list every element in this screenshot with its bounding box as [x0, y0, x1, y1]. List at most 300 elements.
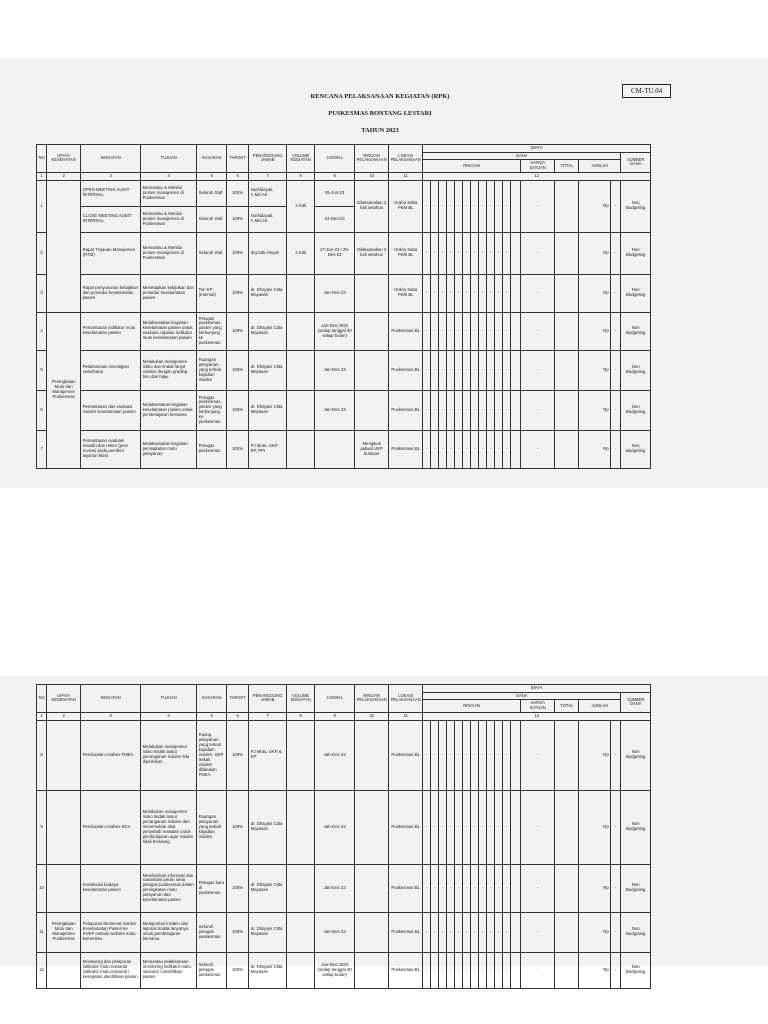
placeholder-dash: - — [495, 952, 503, 988]
currency-label: Rp — [579, 274, 611, 312]
col-number: 3 — [81, 172, 141, 180]
kegiatan-cell: Rapat penyusunan kebijakan dan prosedur keselamatan pasien — [81, 274, 141, 312]
header-jumlah: JUMLAH — [579, 160, 621, 172]
lokasi-cell: Puskesmas BL — [389, 790, 423, 864]
placeholder-dash: - — [479, 350, 487, 390]
placeholder-dash: - — [479, 180, 487, 232]
placeholder-dash: - — [495, 864, 503, 912]
placeholder-dash: - — [463, 912, 471, 952]
placeholder-dash: - — [439, 430, 447, 468]
penanggung-jawab-cell: PJ Mutu, UKP & KP — [249, 720, 287, 790]
placeholder-dash: - — [447, 180, 455, 232]
currency-label: Rp — [579, 232, 611, 274]
document-code: CM-TU.04 — [622, 84, 671, 98]
currency-label: Rp — [579, 790, 611, 864]
jumlah-value: - — [611, 952, 621, 988]
rincian-pelaksanaan-cell: Dilaksanakan 2 kali setahun — [355, 232, 389, 274]
total-value — [555, 274, 579, 312]
placeholder-dash: - — [463, 274, 471, 312]
header-sumber-dana: SUMBER DANA — [621, 692, 651, 712]
placeholder-dash: - — [439, 274, 447, 312]
rpk-table-body-2 — [37, 720, 651, 988]
table-row — [37, 952, 651, 988]
placeholder-dash: - — [495, 790, 503, 864]
placeholder-dash: - — [503, 864, 511, 912]
volume-cell — [287, 350, 315, 390]
placeholder-dash: - — [447, 430, 455, 468]
header-upaya: UPAYA KESEHATAN — [47, 685, 81, 713]
placeholder-dash: - — [439, 232, 447, 274]
volume-cell — [287, 790, 315, 864]
header-harga-satuan: HARGA SATUAN — [521, 160, 555, 172]
col-number: 1 — [37, 172, 47, 180]
sumber-dana-value: Non Budgeting — [621, 864, 651, 912]
harga-satuan-value: - — [521, 312, 555, 350]
placeholder-dash: - — [463, 350, 471, 390]
header-jumlah: JUMLAH — [579, 700, 621, 712]
rincian-pelaksanaan-cell — [355, 390, 389, 430]
lokasi-cell: Graha Saba PKM BL — [389, 274, 423, 312]
placeholder-dash: - — [447, 390, 455, 430]
placeholder-dash: - — [423, 864, 431, 912]
jadwal-cell: Jan-Des 23 — [315, 390, 355, 430]
header-sasaran: SASARAN — [197, 685, 227, 713]
row-number: 2 — [37, 232, 47, 274]
placeholder-dash: - — [439, 312, 447, 350]
placeholder-dash: - — [495, 180, 503, 232]
col-number: 2 — [47, 172, 81, 180]
placeholder-dash: - — [479, 312, 487, 350]
placeholder-dash: - — [423, 312, 431, 350]
rincian-pelaksanaan-cell — [355, 912, 389, 952]
table-row — [37, 180, 651, 206]
sumber-dana-value: Non Budgeting — [621, 790, 651, 864]
empty-cell — [511, 790, 521, 864]
placeholder-dash: - — [479, 232, 487, 274]
jadwal-cell: Jan-Des 23 — [315, 274, 355, 312]
placeholder-dash: - — [431, 790, 439, 864]
sasaran-cell: Petugas puskesmas, pasien yang berkunjung ke puskesmas — [197, 312, 227, 350]
penanggung-jawab-cell: PJ Mutu, UKP, KP, PPI — [249, 430, 287, 468]
sumber-dana-value: Non Budgeting — [621, 390, 651, 430]
upaya-kesehatan: Peningkatan Mutu dan Manajemen Puskesmas — [47, 912, 81, 952]
volume-cell — [287, 864, 315, 912]
header-upaya: UPAYA KESEHATAN — [47, 145, 81, 173]
total-value — [555, 180, 579, 232]
header-volume: VOLUME KEGIATAN — [287, 685, 315, 713]
jumlah-value: - — [611, 180, 621, 232]
placeholder-dash: - — [471, 430, 479, 468]
jumlah-value: - — [611, 430, 621, 468]
lokasi-cell: Puskesmas BL — [389, 350, 423, 390]
sumber-dana-value: Non Budgeting — [621, 312, 651, 350]
header-biaya: BIAYA — [423, 685, 651, 693]
kegiatan-cell: Pemantauan indikator mutu keselamatan pasien — [81, 312, 141, 350]
jadwal-cell: 27-Jun-23 / 25-Des-23 — [315, 232, 355, 274]
col-number: 3 — [81, 712, 141, 720]
sumber-dana-value: Non Budgeting — [621, 912, 651, 952]
upaya-cell — [47, 790, 81, 864]
lokasi-cell: Puskesmas BL — [389, 912, 423, 952]
col-number: 4 — [141, 712, 197, 720]
empty-cell — [511, 952, 521, 988]
placeholder-dash: - — [471, 864, 479, 912]
penanggung-jawab-cell: dr. Dhayani Citta Mayasari — [249, 350, 287, 390]
header-jadwal: JADWAL — [315, 685, 355, 713]
penanggung-jawab-cell: dr. Dhayani Citta Mayasari — [249, 912, 287, 952]
tujuan-cell: Menetapkan kebijakan dan prosedur keselamatan pasien — [141, 274, 197, 312]
empty-cell — [511, 312, 521, 350]
placeholder-dash: - — [471, 232, 479, 274]
total-value — [555, 390, 579, 430]
row-number: 3 — [37, 274, 47, 312]
volume-cell — [287, 720, 315, 790]
placeholder-dash: - — [487, 864, 495, 912]
placeholder-dash: - — [479, 790, 487, 864]
placeholder-dash: - — [487, 430, 495, 468]
placeholder-dash: - — [423, 232, 431, 274]
header-lokasi: LOKASI PELAKSANAAN — [389, 685, 423, 713]
table-row — [37, 720, 651, 790]
header-rincian-pelaksanaan: RINCIAN PELAKSANAAN — [355, 685, 389, 713]
currency-label: Rp — [579, 430, 611, 468]
document-title: RENCANA PELAKSANAAN KEGIATAN (RPK) — [310, 93, 450, 100]
placeholder-dash: - — [503, 312, 511, 350]
total-value — [555, 350, 579, 390]
tujuan-cell: Melaporkan insiden dan laporan tindak lanjutnya untuk pembelajaran bersama — [141, 912, 197, 952]
placeholder-dash: - — [479, 912, 487, 952]
jadwal-cell: Jan-Des 23 — [315, 912, 355, 952]
sasaran-cell: Ruang pelayanan yang terkait kejadian insiden, SDP terkait insiden dilakukan FMEA — [197, 720, 227, 790]
column-number-row — [37, 712, 651, 720]
row-number: 10 — [37, 864, 47, 912]
placeholder-dash: - — [423, 790, 431, 864]
header-pj: PENANGGUNG JAWAB — [249, 685, 287, 713]
placeholder-dash: - — [431, 312, 439, 350]
total-value — [555, 430, 579, 468]
placeholder-dash: - — [431, 350, 439, 390]
currency-label: Rp — [579, 720, 611, 790]
placeholder-dash: - — [423, 430, 431, 468]
col-number: 7 — [249, 172, 287, 180]
placeholder-dash: - — [471, 720, 479, 790]
header-total: TOTAL — [555, 700, 579, 712]
placeholder-dash: - — [487, 790, 495, 864]
kegiatan-cell: Pembuatan Analisis RCA — [81, 790, 141, 864]
kegiatan-cell: Rapat Tinjauan Manajemen (RTM) — [81, 232, 141, 274]
sumber-dana-value: Non Budgeting — [621, 180, 651, 232]
placeholder-dash: - — [479, 720, 487, 790]
table-row — [37, 912, 651, 952]
placeholder-dash: - — [471, 180, 479, 232]
sasaran-cell: Seluruh Staf — [197, 180, 227, 206]
placeholder-dash: - — [439, 790, 447, 864]
placeholder-dash: - — [487, 232, 495, 274]
placeholder-dash: - — [479, 430, 487, 468]
volume-cell — [287, 390, 315, 430]
col-number: 4 — [141, 172, 197, 180]
document-page-1 — [0, 58, 768, 488]
tujuan-cell: Melaksanakan kegiatan peningkatan mutu pelayanan — [141, 430, 197, 468]
table-row — [37, 312, 651, 350]
placeholder-dash: - — [463, 232, 471, 274]
placeholder-dash: - — [503, 952, 511, 988]
placeholder-dash: - — [463, 180, 471, 232]
sumber-dana-value: Non Budgeting — [621, 274, 651, 312]
placeholder-dash: - — [431, 720, 439, 790]
placeholder-dash: - — [431, 232, 439, 274]
table-row — [37, 790, 651, 864]
currency-label: Rp — [579, 390, 611, 430]
placeholder-dash: - — [495, 232, 503, 274]
placeholder-dash: - — [463, 312, 471, 350]
tujuan-cell: Memantau & Menilai proses manajemen di Puskesmas — [141, 232, 197, 274]
sasaran-cell: Ruangan pelayanan yang terkait kejadian insiden — [197, 790, 227, 864]
row-number: 4 — [37, 312, 47, 350]
document-page-2 — [0, 676, 768, 980]
sasaran-cell: Seluruh petugas puskesmas — [197, 912, 227, 952]
row-number: 11 — [37, 912, 47, 952]
harga-satuan-value: - — [521, 390, 555, 430]
lokasi-cell: Puskesmas BL — [389, 430, 423, 468]
sasaran-cell: Petugas baru di puskesmas — [197, 864, 227, 912]
placeholder-dash: - — [487, 312, 495, 350]
placeholder-dash: - — [495, 720, 503, 790]
placeholder-dash: - — [423, 720, 431, 790]
total-value — [555, 232, 579, 274]
empty-cell — [511, 720, 521, 790]
placeholder-dash: - — [431, 274, 439, 312]
placeholder-dash: - — [423, 952, 431, 988]
placeholder-dash: - — [479, 864, 487, 912]
placeholder-dash: - — [503, 350, 511, 390]
volume-cell — [287, 274, 315, 312]
harga-satuan-value: - — [521, 952, 555, 988]
kegiatan-cell: CLOSE MEETING AUDIT INTERNAL — [81, 206, 141, 232]
placeholder-dash: - — [463, 790, 471, 864]
harga-satuan-value: - — [521, 790, 555, 864]
lokasi-cell: Puskesmas BL — [389, 952, 423, 988]
placeholder-dash: - — [447, 720, 455, 790]
placeholder-dash: - — [455, 952, 463, 988]
target-cell: 100% — [227, 312, 249, 350]
currency-label: Rp — [579, 952, 611, 988]
document-title-block — [200, 88, 560, 139]
jumlah-value: - — [611, 232, 621, 274]
table-row — [37, 274, 651, 312]
col-number: 5 — [197, 712, 227, 720]
lokasi-cell: Puskesmas BL — [389, 720, 423, 790]
jadwal-cell: Jan-Des 23 — [315, 790, 355, 864]
placeholder-dash: - — [487, 180, 495, 232]
target-cell: 100% — [227, 864, 249, 912]
header-no: NO — [37, 685, 47, 713]
target-cell: 100% — [227, 912, 249, 952]
placeholder-dash: - — [423, 912, 431, 952]
placeholder-dash: - — [503, 390, 511, 430]
lokasi-cell: Puskesmas BL — [389, 390, 423, 430]
placeholder-dash: - — [439, 720, 447, 790]
target-cell: 100% — [227, 350, 249, 390]
placeholder-dash: - — [487, 952, 495, 988]
placeholder-dash: - — [471, 912, 479, 952]
lokasi-cell: Graha Saba PKM BL — [389, 180, 423, 232]
placeholder-dash: - — [471, 274, 479, 312]
total-value — [555, 720, 579, 790]
empty-cell — [511, 274, 521, 312]
placeholder-dash: - — [455, 864, 463, 912]
document-subtitle: PUSKESMAS BONTANG LESTARI — [328, 110, 432, 117]
placeholder-dash: - — [503, 232, 511, 274]
kegiatan-cell: Pembuatan Analisis FMEA — [81, 720, 141, 790]
rincian-pelaksanaan-cell — [355, 952, 389, 988]
placeholder-dash: - — [471, 390, 479, 430]
sumber-dana-value: Non Budgeting — [621, 232, 651, 274]
document-year: TAHUN 2023 — [361, 127, 399, 134]
header-kegiatan: KEGIATAN — [81, 685, 141, 713]
harga-satuan-value: - — [521, 864, 555, 912]
target-cell: 100% — [227, 390, 249, 430]
placeholder-dash: - — [487, 720, 495, 790]
jadwal-cell: Jan-Des 23 — [315, 720, 355, 790]
row-number: 5 — [37, 350, 47, 390]
placeholder-dash: - — [447, 952, 455, 988]
rincian-pelaksanaan-cell — [355, 350, 389, 390]
currency-label: Rp — [579, 912, 611, 952]
lokasi-cell: Puskesmas BL — [389, 312, 423, 350]
header-target: TARGET — [227, 145, 249, 173]
rpk-table-page-2 — [36, 684, 651, 989]
header-tujuan: TUJUAN — [141, 685, 197, 713]
jumlah-value: - — [611, 390, 621, 430]
harga-satuan-value: - — [521, 232, 555, 274]
col-number: 6 — [227, 712, 249, 720]
currency-label: Rp — [579, 180, 611, 232]
row-number: 6 — [37, 390, 47, 430]
sumber-dana-value: Non Budgeting — [621, 350, 651, 390]
sumber-dana-value: Non Budgeting — [621, 720, 651, 790]
tujuan-cell: Melaksanakan kegiatan keselamatan pasien untuk evaluasi capaian indikator mutu keselamatan pasien — [141, 312, 197, 350]
rincian-pelaksanaan-cell — [355, 720, 389, 790]
empty-cell — [511, 390, 521, 430]
placeholder-dash: - — [447, 232, 455, 274]
placeholder-dash: - — [439, 180, 447, 232]
placeholder-dash: - — [463, 864, 471, 912]
placeholder-dash: - — [447, 312, 455, 350]
upaya-cell — [47, 952, 81, 988]
harga-satuan-value: - — [521, 430, 555, 468]
header-no: NO — [37, 145, 47, 173]
placeholder-dash: - — [495, 912, 503, 952]
empty-cell — [511, 350, 521, 390]
placeholder-dash: - — [431, 912, 439, 952]
placeholder-dash: - — [471, 312, 479, 350]
volume-cell — [287, 430, 315, 468]
upaya-cell — [47, 864, 81, 912]
header-kegiatan: KEGIATAN — [81, 145, 141, 173]
col-number: 9 — [315, 172, 355, 180]
placeholder-dash: - — [431, 864, 439, 912]
row-number: 12 — [37, 952, 47, 988]
empty-cell — [511, 430, 521, 468]
placeholder-dash: - — [503, 274, 511, 312]
header-target: TARGET — [227, 685, 249, 713]
currency-label: Rp — [579, 350, 611, 390]
placeholder-dash: - — [439, 912, 447, 952]
row-number: 8 — [37, 720, 47, 790]
jumlah-value: - — [611, 350, 621, 390]
table-row — [37, 430, 651, 468]
placeholder-dash: - — [471, 350, 479, 390]
placeholder-dash: - — [463, 390, 471, 430]
sasaran-cell: Ruangan pelayanan yang terkait kejadian insiden — [197, 350, 227, 390]
volume-cell: 2 Kali — [287, 232, 315, 274]
placeholder-dash: - — [503, 430, 511, 468]
upaya-kesehatan: Peningkatan Mutu dan Manajemen Puskesmas — [47, 312, 81, 468]
header-biaya: BIAYA — [423, 145, 651, 153]
header-tujuan: TUJUAN — [141, 145, 197, 173]
table-row — [37, 350, 651, 390]
placeholder-dash: - — [487, 274, 495, 312]
placeholder-dash: - — [455, 912, 463, 952]
placeholder-dash: - — [447, 274, 455, 312]
rincian-pelaksanaan-cell: Dilaksanakan 2 kali setahun — [355, 180, 389, 232]
upaya-cell — [47, 180, 81, 312]
placeholder-dash: - — [439, 952, 447, 988]
placeholder-dash: - — [495, 274, 503, 312]
col-number: 2 — [47, 712, 81, 720]
kegiatan-cell: Pelaporan Eksternal Insiden Keselamatan Pasien ke KNKP melalui website mutu kemenkes — [81, 912, 141, 952]
target-cell: 100% — [227, 790, 249, 864]
kegiatan-cell: OPEN MEETING AUDIT INTERNAL — [81, 180, 141, 206]
placeholder-dash: - — [431, 952, 439, 988]
volume-cell — [287, 312, 315, 350]
placeholder-dash: - — [447, 912, 455, 952]
placeholder-dash: - — [463, 952, 471, 988]
total-value — [555, 312, 579, 350]
empty-cell — [511, 180, 521, 232]
placeholder-dash: - — [471, 790, 479, 864]
sasaran-cell: Seluruh petugas puskesmas — [197, 952, 227, 988]
sasaran-cell: Petugas puskesmas — [197, 430, 227, 468]
placeholder-dash: - — [455, 390, 463, 430]
table-row — [37, 864, 651, 912]
tujuan-cell: Melakukan manajemen risiko dan tindak lanjut insiden dengan grading biru dan hijau — [141, 350, 197, 390]
harga-satuan-value: - — [521, 180, 555, 232]
placeholder-dash: - — [479, 952, 487, 988]
harga-satuan-value: - — [521, 912, 555, 952]
sasaran-cell: Tim KP (Internal) — [197, 274, 227, 312]
tujuan-cell: Melakukan manajemen risiko tindak lanjut penanganan insiden dan menemukan akar penyebab masalah untuk pembelajaran agar insiden tidak berulang — [141, 790, 197, 864]
jumlah-value: - — [611, 720, 621, 790]
rincian-pelaksanaan-cell: Mengikuti jadwal UKP bulanan — [355, 430, 389, 468]
col-number: 6 — [227, 172, 249, 180]
placeholder-dash: - — [471, 952, 479, 988]
placeholder-dash: - — [487, 912, 495, 952]
jadwal-cell: 05-Jun-23 — [315, 180, 355, 206]
jadwal-cell: Jan-Des 23 — [315, 350, 355, 390]
rincian-pelaksanaan-cell — [355, 274, 389, 312]
placeholder-dash: - — [455, 430, 463, 468]
total-value — [555, 864, 579, 912]
rpk-table-body-1 — [37, 180, 651, 468]
col-number: 8 — [287, 712, 315, 720]
placeholder-dash: - — [431, 180, 439, 232]
volume-cell: 2 Kali — [287, 180, 315, 232]
jadwal-cell: Jan-Des 2023 (setiap tanggal 30 setiap bulan) — [315, 312, 355, 350]
penanggung-jawab-cell: dr. Dhayani Citta Mayasari — [249, 952, 287, 988]
header-harga-satuan: HARGA SATUAN — [521, 700, 555, 712]
